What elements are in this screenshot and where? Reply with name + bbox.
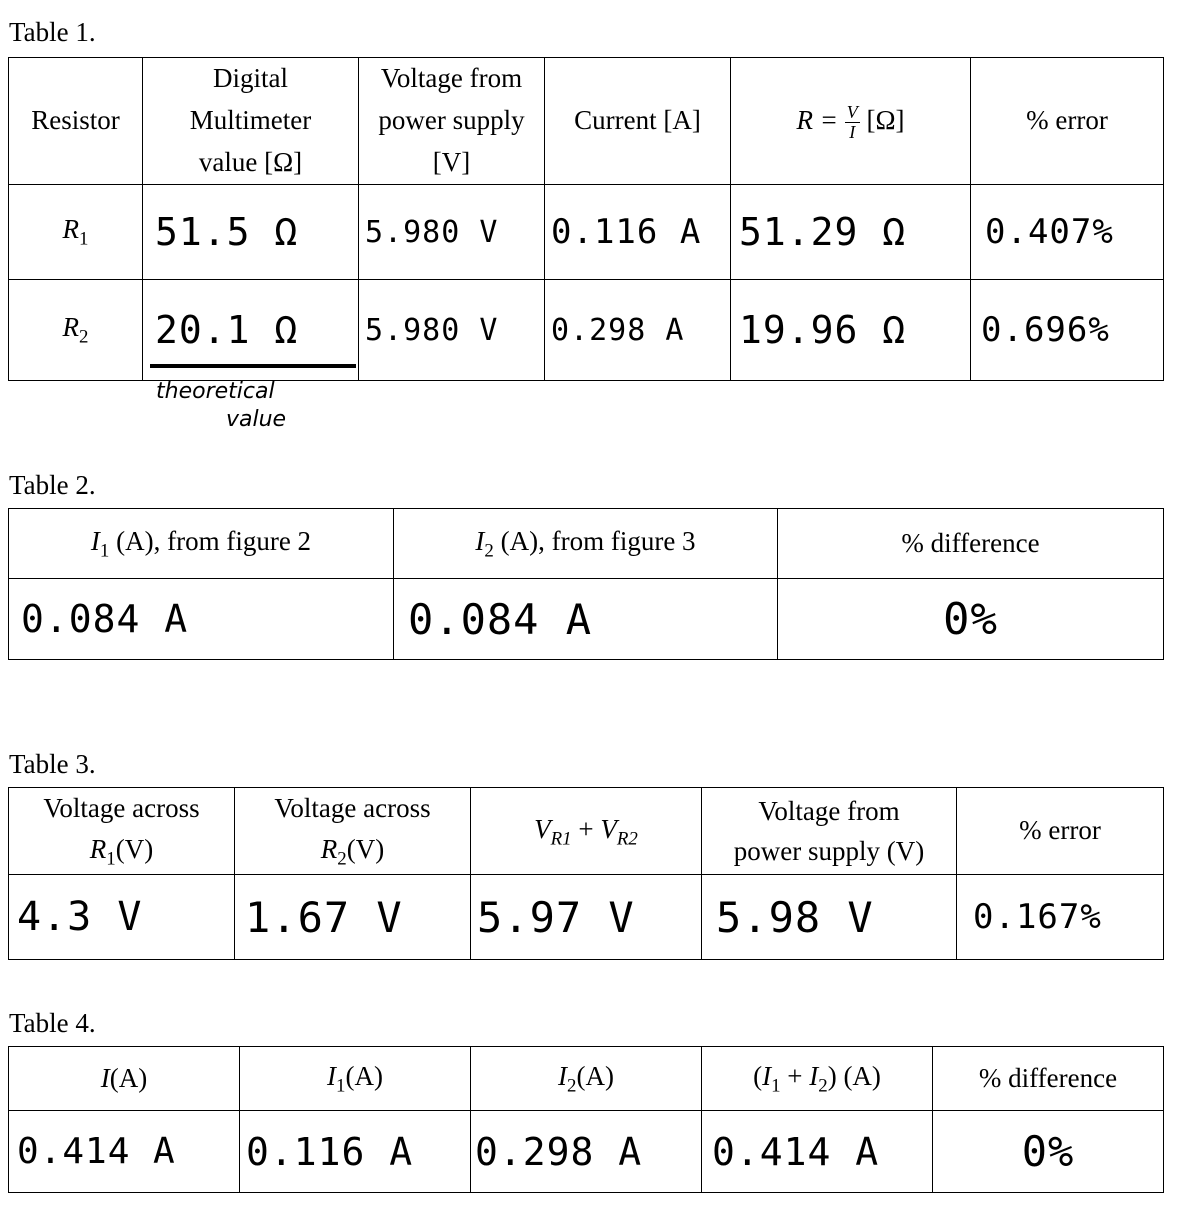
cell-error-r2: 0.696%	[971, 280, 1164, 381]
cell-t3-supply: 5.98 V	[702, 875, 957, 960]
vr2-line1: Voltage across	[274, 793, 431, 824]
annotation-value: value	[226, 407, 287, 432]
vr1-unit: (V)	[115, 833, 154, 864]
table3-header-vr2	[235, 788, 471, 875]
table3	[8, 787, 1164, 960]
vr2-symbol: R	[320, 833, 338, 864]
table3-header-error: % error	[957, 788, 1164, 875]
cell-t2-diff: 0%	[778, 579, 1164, 660]
t4-i1-sub: 1	[336, 1075, 346, 1097]
i2-symbol: I	[475, 526, 485, 557]
table4-header-sum	[702, 1047, 933, 1111]
supply-line2: power supply (V)	[733, 836, 925, 866]
table2-caption: Table 2.	[9, 470, 96, 500]
table1-header-resistance-formula	[731, 58, 971, 185]
sum-v2-sub: R2	[616, 828, 638, 850]
t4-i-symbol: I	[100, 1062, 110, 1093]
cell-dmm-r1: 51.5 Ω	[143, 185, 359, 280]
table2-header-diff: % difference	[778, 509, 1164, 579]
cell-error-r1: 0.407%	[971, 185, 1164, 280]
t4-sum-i1-sub: 1	[771, 1075, 781, 1097]
table1-header-dmm	[143, 58, 359, 185]
t4-sum-i1: I	[762, 1061, 772, 1092]
i1-symbol: I	[90, 526, 100, 557]
cell-t3-error: 0.167%	[957, 875, 1164, 960]
vr2-unit: (V)	[346, 833, 385, 864]
t4-sum-open: (	[753, 1061, 763, 1092]
table4-header-i1	[240, 1047, 471, 1111]
cell-t4-i1: 0.116 A	[240, 1111, 471, 1193]
table4-caption: Table 4.	[9, 1008, 96, 1038]
formula-numerator: V	[846, 102, 858, 123]
formula-unit: [Ω]	[866, 104, 905, 135]
cell-t2-i1: 0.084 A	[9, 579, 394, 660]
theoretical-underline	[150, 364, 356, 368]
cell-t4-i2: 0.298 A	[471, 1111, 702, 1193]
i2-rest: (A), from figure 3	[493, 526, 696, 557]
i2-sub: 2	[484, 540, 494, 562]
vr2-line2	[235, 829, 470, 874]
cell-t2-i2: 0.084 A	[394, 579, 778, 660]
table2-header-i2	[394, 509, 778, 579]
table1-header-voltage-text: Voltage from power supply [V]	[378, 63, 525, 177]
table1-header-current: Current [A]	[545, 58, 731, 185]
table1	[8, 57, 1164, 381]
table4-header-i	[9, 1047, 240, 1111]
table4-header-i2	[471, 1047, 702, 1111]
cell-current-r1: 0.116 A	[545, 185, 731, 280]
sum-v1: V	[534, 813, 551, 844]
cell-r-r1: 51.29 Ω	[731, 185, 971, 280]
sum-v2: V	[600, 813, 617, 844]
i1-rest: (A), from figure 2	[109, 526, 312, 557]
t4-i2-rest: (A)	[576, 1061, 614, 1092]
table1-header-resistor: Resistor	[9, 58, 143, 185]
table2	[8, 508, 1164, 660]
cell-t3-vr1: 4.3 V	[9, 875, 235, 960]
vr1-line1: Voltage across	[43, 793, 200, 824]
table1-caption: Table 1.	[9, 17, 96, 47]
t4-sum-i2-sub: 2	[818, 1075, 828, 1097]
cell-t3-sum: 5.97 V	[471, 875, 702, 960]
t4-sum-close: ) (A)	[827, 1061, 881, 1092]
row-label-r2	[9, 280, 143, 381]
row-label-sub: 2	[79, 326, 89, 348]
table1-header-error: % error	[971, 58, 1164, 185]
t4-i2-symbol: I	[558, 1061, 568, 1092]
table1-header-dmm-text: Digital Multimeter value [Ω]	[189, 63, 312, 177]
t4-i2-sub: 2	[567, 1075, 577, 1097]
t4-sum-i2: I	[809, 1061, 819, 1092]
t4-i-rest: (A)	[109, 1062, 148, 1093]
sum-plus: +	[571, 813, 601, 844]
sum-v1-sub: R1	[550, 828, 572, 850]
t4-i1-rest: (A)	[345, 1061, 383, 1092]
t4-sum-plus: +	[780, 1061, 810, 1092]
table3-header-sum	[471, 788, 702, 875]
table4	[8, 1046, 1164, 1193]
formula-denominator: I	[849, 122, 856, 143]
annotation-theoretical: theoretical	[156, 379, 275, 404]
t4-i1-symbol: I	[327, 1061, 337, 1092]
cell-t4-i: 0.414 A	[9, 1111, 240, 1193]
vr1-sub: 1	[106, 848, 116, 870]
cell-voltage-r1: 5.980 V	[359, 185, 545, 280]
row-label-sub: 1	[79, 228, 89, 250]
table4-header-diff: % difference	[933, 1047, 1164, 1111]
cell-voltage-r2: 5.980 V	[359, 280, 545, 381]
row-label-base: R	[62, 311, 80, 342]
formula-fraction	[845, 103, 860, 142]
cell-t3-vr2: 1.67 V	[235, 875, 471, 960]
supply-line1: Voltage from	[758, 795, 900, 826]
table1-row-r1	[9, 185, 1164, 280]
table3-header-supply	[702, 788, 957, 875]
table3-header-vr1	[9, 788, 235, 875]
vr1-symbol: R	[89, 833, 107, 864]
cell-t4-diff: 0%	[933, 1111, 1164, 1193]
i1-sub: 1	[99, 540, 110, 562]
table1-header-voltage	[359, 58, 545, 185]
table2-header-i1	[9, 509, 394, 579]
cell-r-r2: 19.96 Ω	[731, 280, 971, 381]
vr1-line2	[9, 829, 234, 874]
vr2-sub: 2	[337, 848, 347, 870]
cell-dmm-r2: 20.1 Ω	[143, 280, 359, 381]
cell-t4-sum: 0.414 A	[702, 1111, 933, 1193]
row-label-base: R	[62, 213, 80, 244]
table3-caption: Table 3.	[9, 749, 96, 779]
formula-prefix: R =	[796, 104, 838, 135]
cell-current-r2: 0.298 A	[545, 280, 731, 381]
row-label-r1	[9, 185, 143, 280]
